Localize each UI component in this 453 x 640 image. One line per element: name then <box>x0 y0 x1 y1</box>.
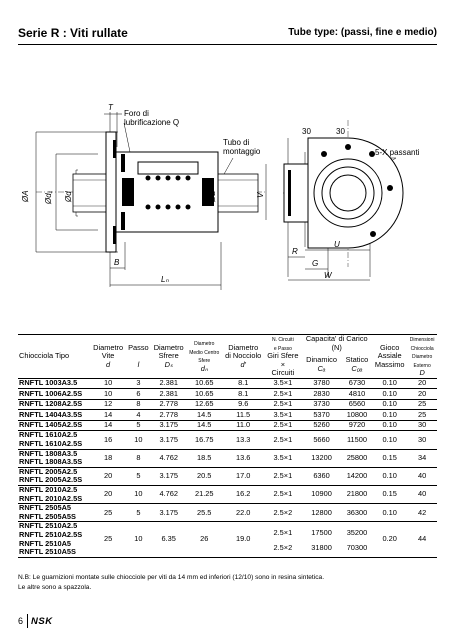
page-header <box>18 26 437 45</box>
label-G: G <box>312 259 319 268</box>
cell-centro: 18.5 <box>186 449 222 467</box>
cell-passo: 5 <box>126 420 151 431</box>
cell-tipo: RNFTL 1208A2.5S <box>18 399 90 410</box>
cell-gioco: 0.10 <box>372 431 407 449</box>
cell-dinamico: 13200 <box>301 449 341 467</box>
cell-circuiti: 2.5×1 <box>264 420 301 431</box>
label-phid: Ød <box>64 191 73 202</box>
footnote <box>18 573 324 593</box>
cell-vite: 20 <box>90 486 126 504</box>
cell-vite: 25 <box>90 504 126 522</box>
col-statico: Statico C₀ₐ <box>345 355 369 374</box>
cell-passo: 10 <box>126 431 151 449</box>
col-centro: Diametro Medio Centro Sfere dₙ <box>186 335 222 379</box>
cell-dinamico: 2830 <box>301 389 341 400</box>
cell-vite: 20 <box>90 467 126 485</box>
cell-circuiti: 2.5×1 <box>264 486 301 504</box>
cell-vite: 12 <box>90 399 126 410</box>
cell-circuiti: 3.5×1 <box>264 410 301 421</box>
cell-tipo: RNFTL 1808A3.5 RNFTL 1808A3.5S <box>18 449 90 467</box>
label-Ln: Lₙ <box>161 275 169 284</box>
cell-gioco: 0.10 <box>372 378 407 389</box>
label-tube-1: Tubo di <box>223 138 250 147</box>
cell-tipo: RNFTL 1404A3.5S <box>18 410 90 421</box>
cell-diam-esterno: 30 <box>407 420 437 431</box>
label-T: T <box>108 103 113 112</box>
cell-circuiti: 2.5×1 2.5×2 <box>264 522 301 557</box>
cell-dinamico: 5260 <box>301 420 341 431</box>
cell-passo: 8 <box>126 449 151 467</box>
page-number: 6 <box>18 616 24 626</box>
cell-sfere: 3.175 <box>151 504 187 522</box>
cell-sfere: 2.778 <box>151 399 187 410</box>
cell-nocciolo: 8.1 <box>222 378 264 389</box>
cell-passo: 6 <box>126 389 151 400</box>
cell-sfere: 3.175 <box>151 467 187 485</box>
cell-sfere: 3.175 <box>151 431 187 449</box>
cell-sfere: 2.778 <box>151 410 187 421</box>
cell-nocciolo: 9.6 <box>222 399 264 410</box>
footnote-line-1: N.B: Le guarnizioni montate sulle chiocciole per viti da 14 mm ed inferiori (12/10) sono in resina sintetica. <box>18 574 325 581</box>
col-circuiti: N. Circuiti e Passo Giri Sfere × Circuiti <box>264 335 301 379</box>
cell-diam-esterno: 40 <box>407 467 437 485</box>
label-tube-2: montaggio <box>223 147 261 156</box>
cell-diam-esterno: 40 <box>407 486 437 504</box>
label-oil-hole-2: lubrificazione Q <box>124 118 180 127</box>
cell-centro: 20.5 <box>186 467 222 485</box>
cell-vite: 16 <box>90 431 126 449</box>
cell-centro: 25.5 <box>186 504 222 522</box>
cell-vite: 18 <box>90 449 126 467</box>
cell-centro: 26 <box>186 522 222 557</box>
cell-passo: 4 <box>126 410 151 421</box>
label-oil-hole-1: Foro di <box>124 109 149 118</box>
table-row <box>18 504 437 522</box>
col-sfere: Diametro Sfrere Dₛ <box>151 335 187 379</box>
cell-vite: 10 <box>90 378 126 389</box>
cell-centro: 12.65 <box>186 399 222 410</box>
col-gioco: Gioco Assiale Massimo <box>372 335 407 379</box>
cell-gioco: 0.20 <box>372 522 407 557</box>
cell-tipo: RNFTL 2010A2.5 RNFTL 2010A2.5S <box>18 486 90 504</box>
cell-gioco: 0.10 <box>372 504 407 522</box>
cell-passo: 10 <box>126 486 151 504</box>
cell-circuiti: 3.5×1 <box>264 449 301 467</box>
table-row <box>18 410 437 421</box>
cell-circuiti: 2.5×2 <box>264 504 301 522</box>
label-phid1: Ød₁ <box>44 190 53 204</box>
cell-statico: 25800 <box>342 449 372 467</box>
cell-statico: 11500 <box>342 431 372 449</box>
cell-diam-esterno: 42 <box>407 504 437 522</box>
cell-tipo: RNFTL 1610A2.5 RNFTL 1610A2.5S <box>18 431 90 449</box>
cell-dinamico: 5660 <box>301 431 341 449</box>
cell-vite: 14 <box>90 420 126 431</box>
cell-centro: 14.5 <box>186 410 222 421</box>
label-holes: 5-X passanti <box>375 148 420 157</box>
cell-diam-esterno: 20 <box>407 378 437 389</box>
cell-gioco: 0.15 <box>372 486 407 504</box>
cell-statico: 6560 <box>342 399 372 410</box>
cell-statico: 35200 70300 <box>342 522 372 557</box>
table-row <box>18 431 437 449</box>
cell-nocciolo: 13.6 <box>222 449 264 467</box>
cell-passo: 10 <box>126 522 151 557</box>
cell-sfere: 3.175 <box>151 420 187 431</box>
cell-sfere: 2.381 <box>151 389 187 400</box>
cell-dinamico: 5370 <box>301 410 341 421</box>
cell-tipo: RNFTL 2005A2.5 RNFTL 2005A2.5S <box>18 467 90 485</box>
label-phiA: ØA <box>21 190 30 202</box>
cell-statico: 14200 <box>342 467 372 485</box>
technical-drawing <box>18 92 438 294</box>
cell-passo: 3 <box>126 378 151 389</box>
brand-logo: NSK <box>31 616 53 627</box>
cell-nocciolo: 19.0 <box>222 522 264 557</box>
cell-statico: 6730 <box>342 378 372 389</box>
cell-tipo: RNFTL 1003A3.5 <box>18 378 90 389</box>
cell-nocciolo: 13.3 <box>222 431 264 449</box>
cell-gioco: 0.10 <box>372 410 407 421</box>
table-row <box>18 486 437 504</box>
cell-gioco: 0.10 <box>372 467 407 485</box>
spec-table <box>18 334 437 558</box>
cell-centro: 21.25 <box>186 486 222 504</box>
spec-table-body <box>18 378 437 557</box>
col-passo: Passo l <box>126 335 151 379</box>
col-tipo: Chiocciola Tipo <box>18 335 90 379</box>
cell-tipo: RNFTL 1405A2.5S <box>18 420 90 431</box>
cell-circuiti: 2.5×1 <box>264 431 301 449</box>
cell-dinamico: 3780 <box>301 378 341 389</box>
cell-diam-esterno: 20 <box>407 389 437 400</box>
cell-gioco: 0.10 <box>372 399 407 410</box>
cell-vite: 10 <box>90 389 126 400</box>
cell-centro: 14.5 <box>186 420 222 431</box>
cell-nocciolo: 8.1 <box>222 389 264 400</box>
cell-tipo: RNFTL 2510A2.5 RNFTL 2510A2.5S RNFTL 2510A5 RNFTL 2510A5S <box>18 522 90 557</box>
cell-circuiti: 3.5×1 <box>264 378 301 389</box>
cell-diam-esterno: 44 <box>407 522 437 557</box>
table-row <box>18 378 437 389</box>
cell-circuiti: 2.5×1 <box>264 399 301 410</box>
cell-dinamico: 3730 <box>301 399 341 410</box>
type-title: Tube type: (passi, fine e medio) <box>288 27 437 38</box>
cell-nocciolo: 22.0 <box>222 504 264 522</box>
cell-gioco: 0.15 <box>372 449 407 467</box>
footnote-line-2: Le altre sono a spazzola. <box>18 584 92 591</box>
series-title: Serie R : Viti rullate <box>18 26 128 40</box>
cell-diam-esterno: 25 <box>407 399 437 410</box>
cell-statico: 21800 <box>342 486 372 504</box>
table-row <box>18 399 437 410</box>
table-row <box>18 389 437 400</box>
cell-statico: 10800 <box>342 410 372 421</box>
table-row <box>18 420 437 431</box>
cell-vite: 25 <box>90 522 126 557</box>
cell-dinamico: 6360 <box>301 467 341 485</box>
cell-dinamico: 17500 31800 <box>301 522 341 557</box>
cell-nocciolo: 11.0 <box>222 420 264 431</box>
cell-diam-esterno: 25 <box>407 410 437 421</box>
cell-gioco: 0.10 <box>372 389 407 400</box>
cell-statico: 4810 <box>342 389 372 400</box>
cell-circuiti: 2.5×1 <box>264 389 301 400</box>
cell-tipo: RNFTL 1006A2.5S <box>18 389 90 400</box>
table-row <box>18 522 437 557</box>
label-R: R <box>292 247 298 256</box>
col-nocciolo: Diametro di Nocciolo d' <box>222 335 264 379</box>
cell-centro: 10.65 <box>186 378 222 389</box>
label-B: B <box>114 258 120 267</box>
cell-sfere: 2.381 <box>151 378 187 389</box>
cell-sfere: 4.762 <box>151 486 187 504</box>
label-phiD: ØD <box>208 190 217 202</box>
cell-dinamico: 10900 <box>301 486 341 504</box>
cell-centro: 16.75 <box>186 431 222 449</box>
label-dim-30b: 30 <box>336 127 345 136</box>
col-diam-esterno: Diametro Esterno D <box>411 354 433 378</box>
cell-dinamico: 12800 <box>301 504 341 522</box>
label-U: U <box>334 240 340 249</box>
cell-nocciolo: 11.5 <box>222 410 264 421</box>
col-dinamico: Dinamico Cₐ <box>306 355 337 374</box>
label-V: V <box>256 192 265 198</box>
cell-nocciolo: 16.2 <box>222 486 264 504</box>
cell-diam-esterno: 30 <box>407 431 437 449</box>
cell-passo: 5 <box>126 504 151 522</box>
col-carico: Capacita' di Carico (N) <box>301 335 372 353</box>
cell-passo: 5 <box>126 467 151 485</box>
col-vite: Diametro Vite d <box>90 335 126 379</box>
cell-sfere: 4.762 <box>151 449 187 467</box>
label-dim-30a: 30 <box>302 127 311 136</box>
cell-statico: 36300 <box>342 504 372 522</box>
cell-sfere: 6.35 <box>151 522 187 557</box>
cell-tipo: RNFTL 2505A5 RNFTL 2505A5S <box>18 504 90 522</box>
cell-gioco: 0.10 <box>372 420 407 431</box>
cell-statico: 9720 <box>342 420 372 431</box>
table-row <box>18 449 437 467</box>
cell-vite: 14 <box>90 410 126 421</box>
cell-centro: 10.65 <box>186 389 222 400</box>
cell-nocciolo: 17.0 <box>222 467 264 485</box>
label-W: W <box>324 271 332 280</box>
cell-circuiti: 2.5×1 <box>264 467 301 485</box>
footer-divider <box>27 614 28 628</box>
col-dimensioni: Dimensioni Chiocciola <box>407 335 437 353</box>
cell-diam-esterno: 34 <box>407 449 437 467</box>
cell-passo: 8 <box>126 399 151 410</box>
table-row <box>18 467 437 485</box>
